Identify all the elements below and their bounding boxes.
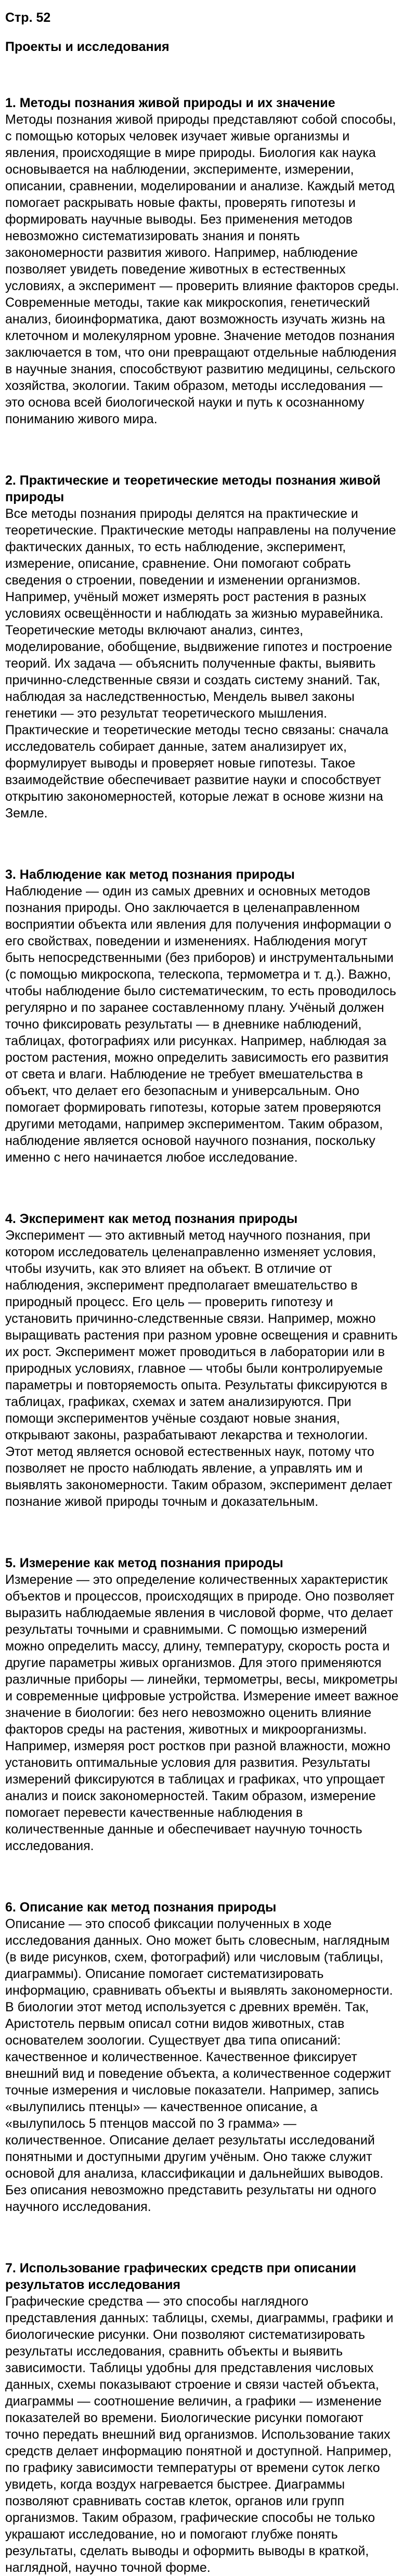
section-body: Все методы познания природы делятся на практические и теоретические. Практические методы направлены на получение фактических данных, то есть наблюдение, эксперимент, измерение, описание, сравнение. Они помогают собрать сведения о строении, поведении и изменении организмов. Например, учёный может измерять рост растения в разных условиях освещённости и наблюдать за жизнью муравейника. Теоретические методы включают анализ, синтез, моделирование, обобщение, выдвижение гипотез и построение теорий. Их задача — объяснить полученные факты, выявить причинно-следственные связи и создать систему знаний. Так, наблюдая за наследственностью, Мендель вывел законы генетики — это результат теоретического мышления. Практические и теоретические методы тесно связаны: сначала исследователь собирает данные, затем анализирует их, формулирует выводы и проверяет новые гипотезы. Такое взаимодействие обеспечивает развитие науки и способствует открытию закономерностей, которые лежат в основе жизни на Земле. bbox=[5, 506, 396, 821]
section bbox=[5, 1555, 399, 1854]
section-title: 5. Измерение как метод познания природы bbox=[5, 1556, 283, 1570]
section-body: Наблюдение — один из самых древних и основных методов познания природы. Оно заключается в целенаправленном восприятии объекта или явления для получения информации о его свойствах, поведении и изменениях. Наблюдения могут быть непосредственными (без приборов) и инструментальными (с помощью микроскопа, телескопа, термометра и т. д.). Важно, чтобы наблюдение было систематическим, то есть проводилось регулярно и по заранее составленному плану. Учёный должен точно фиксировать результаты — в дневнике наблюдений, таблицах, фотографиях или рисунках. Например, наблюдая за ростом растения, можно определить зависимость его развития от света и влаги. Наблюдение не требует вмешательства в объект, что делает его безопасным и универсальным. Оно помогает формировать гипотезы, которые затем проверяются другими методами, например экспериментом. Таким образом, наблюдение является основой научного познания, поскольку именно с него начинается любое исследование. bbox=[5, 884, 396, 1165]
section-body: Описание — это способ фиксации полученных в ходе исследования данных. Оно может быть словесным, наглядным (в виде рисунков, схем, фотографий) или числовым (таблицы, диаграммы). Описание помогает систематизировать информацию, сравнивать объекты и выявлять закономерности. В биологии этот метод используется с древних времён. Так, Аристотель первым описал сотни видов животных, став основателем зоологии. Существует два типа описаний: качественное и количественное. Качественное фиксирует внешний вид и поведение объекта, а количественное содержит точные измерения и числовые показатели. Например, запись «вылупились птенцы» — качественное описание, а «вылупилось 5 птенцов массой по 3 грамма» — количественное. Описание делает результаты исследований понятными и доступными другим учёным. Оно также служит основой для анализа, классификации и дальнейших выводов. Без описания невозможно представить результаты ни одного научного исследования. bbox=[5, 1917, 393, 2214]
section-title: 6. Описание как метод познания природы bbox=[5, 1900, 277, 1915]
section bbox=[5, 95, 399, 427]
section bbox=[5, 1211, 399, 1510]
section-title: 2. Практические и теоретические методы познания живой природы bbox=[5, 473, 381, 504]
section bbox=[5, 472, 399, 822]
section bbox=[5, 866, 399, 1166]
page-number: Стр. 52 bbox=[5, 10, 51, 25]
section-body: Графические средства — это способы наглядного представления данных: таблицы, схемы, диаграммы, графики и биологические рисунки. Они позволяют систематизировать результаты исследования, сравнить объекты и выявить зависимости. Таблицы удобны для представления числовых данных, схемы показывают строение и связи частей объекта, диаграммы — соотношение величин, а графики — изменение показателей во времени. Биологические рисунки помогают точно передать внешний вид организмов. Использование таких средств делает информацию понятной и доступной. Например, по графику зависимости температуры от времени суток легко увидеть, когда воздух нагревается быстрее. Диаграммы позволяют сравнивать состав клеток, органов или групп организмов. Таким образом, графические способы не только украшают исследование, но и помогают глубже понять результаты, сделать выводы и оформить выводы в краткой, наглядной, научно точной форме. bbox=[5, 2294, 394, 2575]
section bbox=[5, 2260, 399, 2576]
section-title: 4. Эксперимент как метод познания природы bbox=[5, 1212, 298, 1226]
section-title: 1. Методы познания живой природы и их значение bbox=[5, 96, 335, 110]
section-body: Эксперимент — это активный метод научного познания, при котором исследователь целенаправленно изменяет условия, чтобы изучить, как это влияет на объект. В отличие от наблюдения, эксперимент предполагает вмешательство в природный процесс. Его цель — проверить гипотезу и установить причинно-следственные связи. Например, можно выращивать растения при разном уровне освещения и сравнить их рост. Эксперимент может проводиться в лаборатории или в природных условиях, главное — чтобы были контролируемые параметры и повторяемость опыта. Результаты фиксируются в таблицах, графиках, схемах и затем анализируются. При помощи экспериментов учёные создают новые знания, открывают законы, разрабатывают лекарства и технологии. Этот метод является основой естественных наук, потому что позволяет не просто наблюдать явление, а управлять им и выявлять закономерности. Таким образом, эксперимент делает познание живой природы точным и доказательным. bbox=[5, 1228, 398, 1509]
section-title: 3. Наблюдение как метод познания природы bbox=[5, 867, 295, 882]
section-title: 7. Использование графических средств при описании результатов исследования bbox=[5, 2261, 357, 2292]
section-body: Измерение — это определение количественных характеристик объектов и процессов, происходящих в природе. Оно позволяет выразить наблюдаемые явления в числовой форме, что делает результаты точными и сравнимыми. С помощью измерений можно определить массу, длину, температуру, скорость роста и другие параметры живых организмов. Для этого применяются различные приборы — линейки, термометры, весы, микрометры и современные цифровые устройства. Измерение имеет важное значение в биологии: без него невозможно оценить влияние факторов среды на растения, животных и микроорганизмы. Например, измеряя рост ростков при разной влажности, можно установить оптимальные условия для развития. Результаты измерений фиксируются в таблицах и графиках, что упрощает анализ и поиск закономерностей. Таким образом, измерение помогает перевести качественные наблюдения в количественные данные и обеспечивает научную точность исследования. bbox=[5, 1572, 399, 1853]
section-body: Методы познания живой природы представляют собой способы, с помощью которых человек изучает живые организмы и явления, происходящие в мире природы. Биология как наука основывается на наблюдении, эксперименте, измерении, описании, сравнении, моделировании и анализе. Каждый метод помогает раскрывать новые факты, проверять гипотезы и формировать научные выводы. Без применения методов невозможно систематизировать знания и понять закономерности развития живого. Например, наблюдение позволяет увидеть поведение животных в естественных условиях, а эксперимент — проверить влияние факторов среды. Современные методы, такие как микроскопия, генетический анализ, биоинформатика, дают возможность изучать жизнь на клеточном и молекулярном уровне. Значение методов познания заключается в том, что они превращают отдельные наблюдения в научные знания, способствуют развитию медицины, сельского хозяйства, экологии. Таким образом, методы исследования — это основа всей биологической науки и путь к осознанному пониманию живого мира. bbox=[5, 112, 399, 426]
section bbox=[5, 1899, 399, 2215]
page-heading: Проекты и исследования bbox=[5, 40, 170, 54]
